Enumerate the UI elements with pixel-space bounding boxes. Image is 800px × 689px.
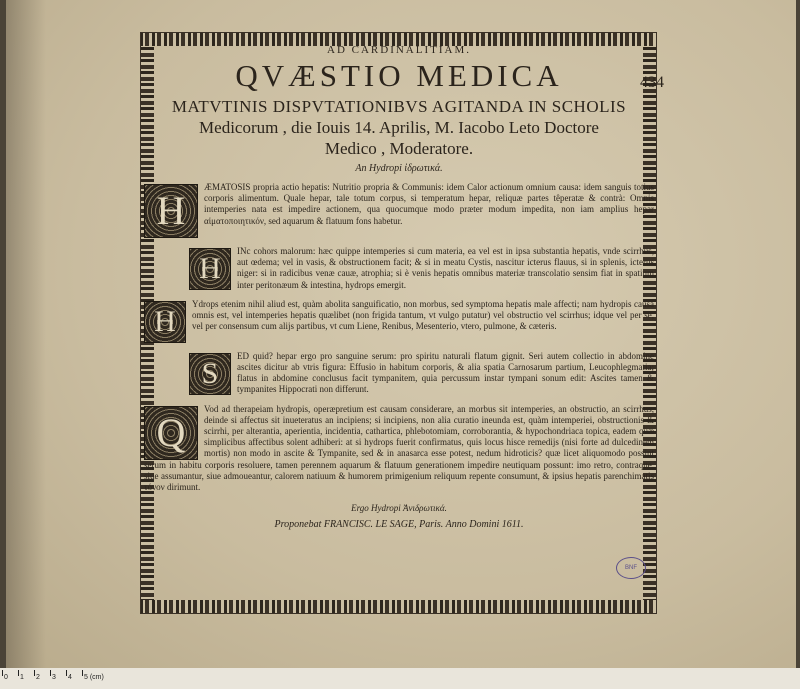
text-block xyxy=(144,44,664,531)
paragraph-4 xyxy=(189,351,654,396)
subtitle-line-2: Medicorum , die Iouis 14. Aprilis, M. Iacobo Leto Doctore xyxy=(199,118,599,137)
ruler-label: 4 xyxy=(68,674,72,681)
ruler-label: 2 xyxy=(36,674,40,681)
paragraph-2 xyxy=(189,246,654,291)
paragraph-text: ED quid? hepar ergo pro sanguine serum: pro spiritu naturali flatum gignit. Seri autem collectio in abdomine ascites dicitur ab vtris figura: Effusio in habitum corporis, & alia spatia Carnosarum partium, Leucophlegmatia; flatus in abdomine conclusus facit tympanitem, quia percussum instar tympani sonum edit: Ascites tamen & tympanites Hippocrati non differunt. xyxy=(237,350,654,395)
paragraph-1 xyxy=(144,182,654,238)
conclusion-line: Ergo Hydropi Ἀνιδρωτικά. xyxy=(351,503,447,514)
page-number: 434 xyxy=(640,74,664,91)
ornamental-border-frame xyxy=(126,18,671,628)
paragraph-text: INc cohors malorum: hæc quippe intemperies si cum materia, ea vel est in ipsa substantia hepatis, vnde scirrhus, aut œdema; vel in vasis, & obstructionem facit; & si in meatu Cystis, nascitur icterus flauus, si in splenis, icterus niger: si in radicibus venæ cauæ, atrophia; si è venis hepatis omnibus materiæ transcolatio sensim fiat in spatium inter peritonæum & intestina, hydrops emergit. xyxy=(237,246,654,290)
ruler-label: 1 xyxy=(20,674,24,681)
paragraph-text: ÆMATOSIS propria actio hepatis: Nutritio propria & Communis: idem Calor actionum omnium causa: idem sanguis totius corporis alimentum. Quale hepar, tale totum corpus, si temperatum hepar, reliquæ partes têperatæ & contrà: Omnis intemperies nata est impedire actionem, qua quocumque modo præter modum impedita, non iam amplius hepar αἱματοποιητικόν, sed aquarum & flatuum fons habetur. xyxy=(204,182,654,226)
paragraph-text: Ydrops etenim nihil aliud est, quàm abolita sanguificatio, non morbus, sed symptoma hepatis male affecti; nam hydropis causa omnis est, vel intemperies hepatis quælibet (non frigida tantum, vt vulgo putatur) vel obstructio vel scirrhus; idque vel per se, vel per consensum cum alijs partibus, vt cum Liene, Renibus, Mesenterio, vtero, pulmone, & cæteris. xyxy=(192,298,654,332)
decorated-initial: S xyxy=(189,353,231,395)
scale-ruler xyxy=(0,668,800,689)
question-line: An Hydropi ἰδρωτικά. xyxy=(355,163,443,174)
subtitle-line-1: MATVTINIS DISPVTATIONIBVS AGITANDA IN SCHOLIS xyxy=(171,97,627,116)
subtitle-line-3: Medico , Moderatore. xyxy=(324,139,474,158)
decorated-initial: H xyxy=(189,248,231,290)
header-ad: AD CARDINALITIAM. xyxy=(327,44,471,56)
page-title: QVÆSTIO MEDICA xyxy=(235,58,563,93)
document-page xyxy=(6,0,796,668)
ruler-label: 5 (cm) xyxy=(84,674,104,681)
proposer-line: Proponebat FRANCISC. LE SAGE, Paris. Anno Domini 1611. xyxy=(274,519,524,531)
library-stamp: BNF xyxy=(616,557,646,579)
decorated-initial: H xyxy=(144,184,198,238)
ruler-label: 3 xyxy=(52,674,56,681)
paragraph-5 xyxy=(144,404,654,494)
decorated-initial: Q xyxy=(144,406,198,460)
paragraph-3 xyxy=(144,299,654,343)
decorated-initial: H xyxy=(144,301,186,343)
paragraph-text: Vod ad therapeiam hydropis, operæpretium est causam considerare, an morbus sit intemperies, an obstructio, an scirrhus, deinde si affectus sit inueteratus an incipiens; si incipiens, non alia curatio ineunda est, quàm intemperiei, obstructionis & scirrhi, per alterantia, aperientia, incidentia, cathartica, phlebotomiam, corroborantia, & hypochondriaca topica, eadem quæ simplicibus affectibus solent adhiberi: at si hydrops fuerit confirmatus, quis locus hisce remedijs (nisi forte ad dulcedinem mortis) non modo in ascite & Tympanite, sed & in anasarca esse potest, nedum hidroticis? quæ licet aliquomodo possint serum in habitu corporis resoluere, tamen perennem aquarum & flatuum generationem impedire neutiquam possunt: imo retro, contraque, siue assumantur, siue admoueantur, calorem natiuum & humorem primigenium reliquum repente consumunt, & ipsius hepatis parenchimatis τόνον dirimunt. xyxy=(144,403,654,493)
ruler-label: 0 xyxy=(4,674,8,681)
binding-shadow xyxy=(6,0,46,668)
